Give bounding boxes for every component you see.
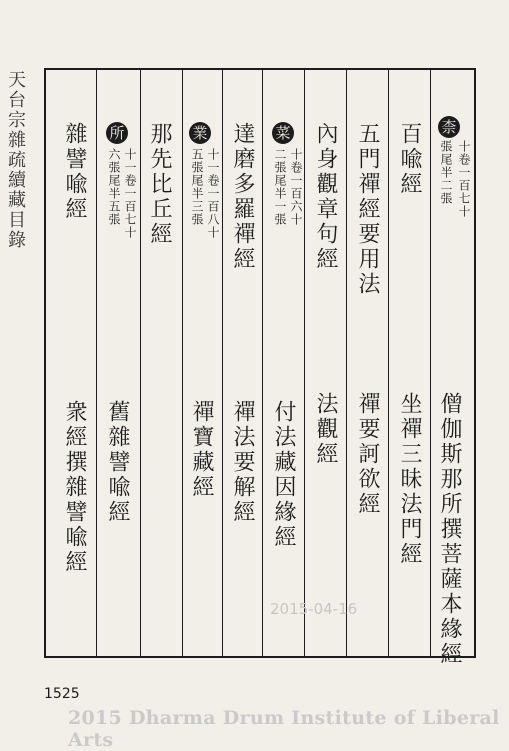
- column-rule: [182, 68, 183, 658]
- watermark-date: 2015-04-16: [270, 600, 358, 618]
- section-seal: 業: [189, 122, 211, 144]
- sutra-title: 衆經撰雜譬喩經: [62, 400, 87, 575]
- section-note: 五張尾半三張: [190, 148, 204, 226]
- sutra-title: 僧伽斯那所撰菩薩本緣經: [437, 392, 462, 667]
- section-note: 十一卷一百七十: [123, 148, 137, 239]
- page-number: 1525: [44, 686, 80, 702]
- column-rule: [96, 68, 97, 658]
- sutra-title: 內身觀章句經: [313, 122, 338, 272]
- sutra-title: 禪要訶欲經: [355, 392, 380, 517]
- section-note: 張尾半二張: [439, 140, 453, 205]
- section-note: 十一卷一百八十: [206, 148, 220, 239]
- section-seal: 菜: [272, 122, 294, 144]
- sutra-title: 法觀經: [313, 392, 338, 467]
- section-note: 二張尾半一張: [273, 148, 287, 226]
- section-note: 六張尾半五張: [107, 148, 121, 226]
- margin-header: 天台宗雜疏續藏目錄: [5, 70, 26, 250]
- sutra-title: 百喩經: [397, 122, 422, 197]
- column-rule: [430, 68, 431, 658]
- sutra-title: 禪寶藏經: [189, 400, 214, 500]
- sutra-title: 付法藏因緣經: [271, 400, 296, 550]
- section-seal: 所: [106, 122, 128, 144]
- sutra-title: 雜譬喩經: [62, 122, 87, 222]
- column-rule: [222, 68, 223, 658]
- section-note: 十卷一百六十: [289, 148, 303, 226]
- column-rule: [262, 68, 263, 658]
- sutra-title: 舊雜譬喩經: [105, 400, 130, 525]
- sutra-title: 坐禪三昧法門經: [397, 392, 422, 567]
- section-seal: 柰: [438, 116, 460, 138]
- column-rule: [346, 68, 347, 658]
- sutra-title: 禪法要解經: [230, 400, 255, 525]
- column-rule: [304, 68, 305, 658]
- column-rule: [388, 68, 389, 658]
- sutra-title: 達磨多羅禪經: [230, 122, 255, 272]
- column-rule: [140, 68, 141, 658]
- watermark-org: 2015 Dharma Drum Institute of Liberal Arts: [68, 707, 500, 751]
- section-note: 十卷一百七十: [457, 140, 471, 218]
- sutra-title: 那先比丘經: [147, 122, 172, 247]
- sutra-title: 五門禪經要用法: [355, 122, 380, 297]
